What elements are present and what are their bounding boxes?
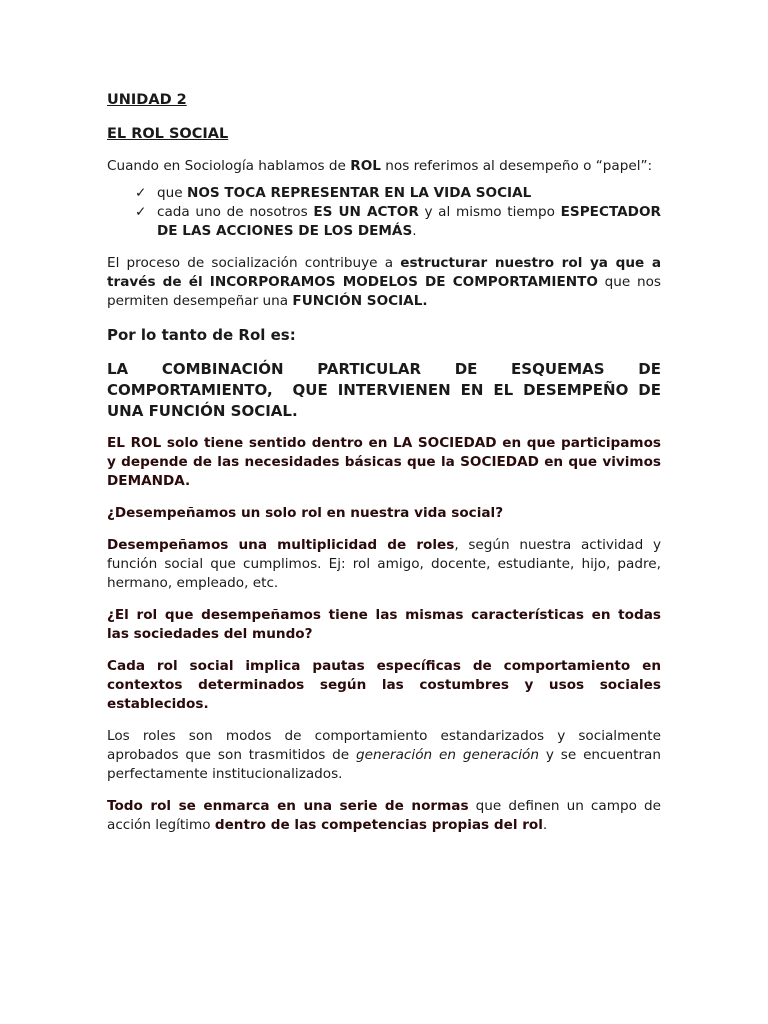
cada-rol-paragraph: Cada rol social implica pautas específicas de comportamiento en contextos determinados según las costumbres y usos sociales establecidos. (107, 658, 661, 712)
multi-text-2: , según nuestra actividad y función social que cumplimos. Ej: rol amigo, docente, estudiante, hijo, padre, hermano, empleado, etc. (107, 537, 661, 591)
def-word: DE (638, 360, 661, 378)
sentido-text-4: en que participamos y depende de las necesidades básicas que la (107, 435, 661, 470)
bullet1-text-2: NOS TOCA REPRESENTAR EN LA VIDA SOCIAL (186, 185, 532, 201)
soc-text-5: FUNCIÓN SOCIAL. (292, 293, 428, 309)
def-word: COMBINACIÓN (161, 360, 284, 378)
soc-text-2: estructurar nuestro rol ya que a través de él (107, 255, 661, 290)
por-lo-tanto-heading: Por lo tanto de Rol es: (107, 326, 296, 344)
def-word: LA (107, 360, 129, 378)
sentido-text-1: EL ROL (107, 435, 162, 451)
roles-modos-paragraph (107, 727, 661, 784)
definition-line-2: COMPORTAMIENTO, QUE INTERVIENEN EN EL DESEMPEÑO DE (107, 381, 661, 399)
todo-text-1: Todo rol se enmarca en una serie de normas (107, 798, 469, 814)
intro-text-1: Cuando en Sociología hablamos de (107, 158, 351, 174)
checkmark-icon: ✓ (135, 185, 147, 201)
definition-line-1 (107, 359, 661, 380)
bullet2-text-6: . (412, 223, 417, 239)
modos-text-2: generación en generación (356, 747, 539, 763)
intro-rol: ROL (350, 158, 381, 174)
bullet1-text-1: que (157, 185, 187, 201)
definition-block (107, 359, 661, 422)
todo-text-2: que definen un campo de acción legítimo (107, 798, 662, 833)
list-item (135, 203, 661, 241)
modos-text-1: Los roles son modos de comportamiento estandarizados y socialmente aprobados que son trasmitidos de (107, 728, 661, 763)
def-word: DE (454, 360, 478, 378)
sentido-text-3: LA SOCIEDAD (393, 435, 497, 451)
multi-text-1: Desempeñamos una multiplicidad de roles (107, 537, 455, 553)
question-1: ¿Desempeñamos un solo rol en nuestra vida social? (107, 505, 504, 521)
todo-text-4: . (542, 817, 548, 833)
multiplicidad-paragraph (107, 536, 661, 593)
check-list (107, 184, 661, 241)
modos-text-3: y se encuentran perfectamente institucionalizados. (107, 747, 661, 782)
checkmark-icon: ✓ (135, 204, 147, 220)
section-title: EL ROL SOCIAL (107, 126, 229, 142)
soc-text-4: que nos permiten desempeñar una (107, 274, 662, 309)
sentido-text-2: solo tiene sentido dentro en (161, 435, 394, 451)
bullet2-text-1: cada uno de nosotros (157, 204, 314, 220)
sentido-text-6: en que vivimos (538, 454, 662, 470)
def-word: PARTICULAR (317, 360, 422, 378)
bullet2-text-4: ESPECTADOR (560, 204, 661, 220)
soc-text-3: INCORPORAMOS MODELOS DE COMPORTAMIENTO (202, 274, 598, 290)
todo-text-3: dentro de las competencias propias del rol (214, 817, 543, 833)
definition-line-3: UNA FUNCIÓN SOCIAL. (107, 402, 298, 420)
def-word: ESQUEMAS (511, 360, 605, 378)
socializacion-paragraph (107, 254, 661, 311)
bullet2-text-2: ES UN ACTOR (313, 204, 419, 220)
question-2: ¿El rol que desempeñamos tiene las mismas características en todas las sociedades del mundo? (107, 607, 661, 642)
sentido-text-7: DEMANDA. (107, 473, 191, 489)
soc-text-1: El proceso de socialización contribuye a (107, 255, 401, 271)
bullet2-text-3: y al mismo tiempo (418, 204, 561, 220)
intro-text-2: nos referimos al desempeño o “papel”: (380, 158, 653, 174)
sentido-text-5: SOCIEDAD (460, 454, 539, 470)
list-item (135, 184, 661, 203)
bullet2-text-5: DE LAS ACCIONES DE LOS DEMÁS (157, 223, 413, 239)
intro-paragraph (107, 157, 661, 176)
rol-sentido-paragraph (107, 434, 661, 491)
unit-heading: UNIDAD 2 (107, 92, 187, 108)
todo-rol-paragraph (107, 797, 661, 835)
